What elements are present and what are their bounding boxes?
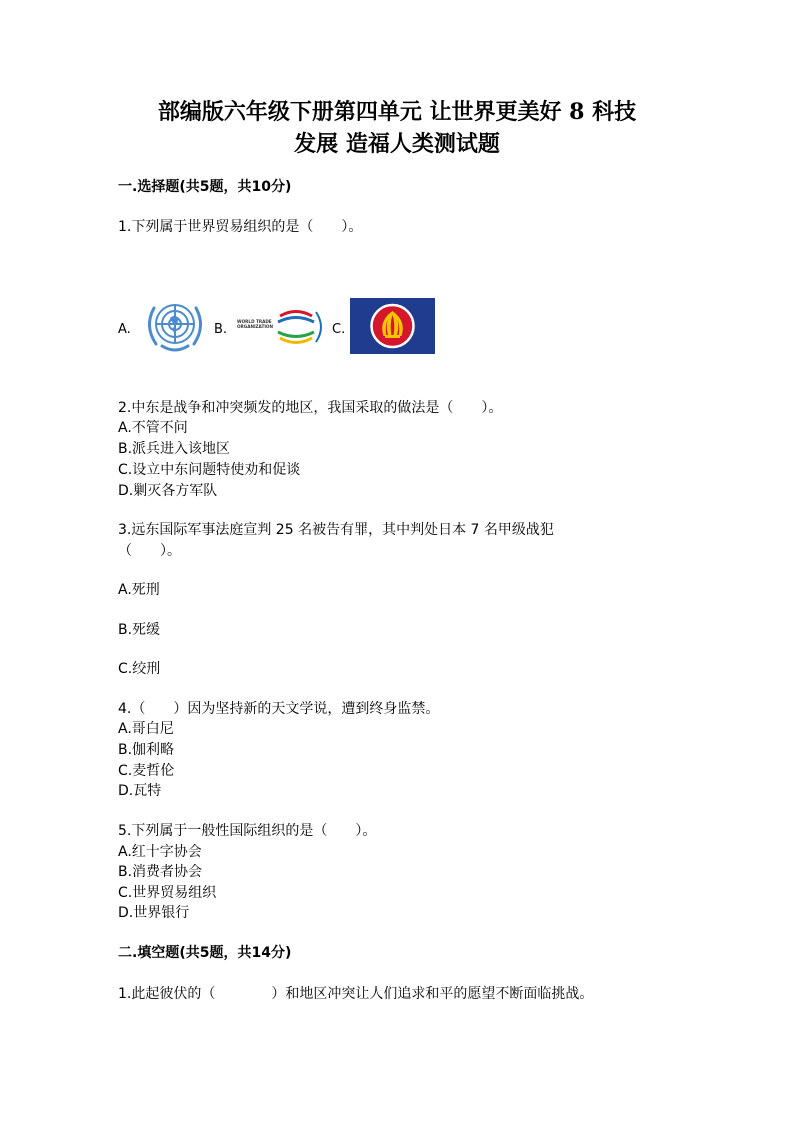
fill-question-1-stem: 1.此起彼伏的（ ）和地区冲突让人们追求和平的愿望不断面临挑战。 [118,986,594,1002]
q4-option-d: D.瓦特 [118,783,162,799]
q4-option-b: B.伽利略 [118,742,175,758]
q5-option-b: B.消费者协会 [118,864,203,880]
q4-option-c: C.麦哲伦 [118,763,175,779]
question-2-stem: 2.中东是战争和冲突频发的地区，我国采取的做法是（ ）。 [118,400,503,416]
q1-option-c-letter: C. [332,322,346,337]
question-1-stem: 1.下列属于世界贸易组织的是（ ）。 [118,219,363,235]
q5-option-d: D.世界银行 [118,905,190,921]
q2-option-a: A.不管不问 [118,420,188,436]
q3-option-b: B.死缓 [118,622,161,638]
question-3-stem-line-1: 3.远东国际军事法庭宣判 25 名被告有罪，其中判处日本 7 名甲级战犯 [118,522,554,538]
q2-option-c: C.设立中东问题特使劝和促谈 [118,462,301,478]
wto-logo-icon [236,302,330,356]
q5-option-a: A.红十字协会 [118,844,202,860]
q4-option-a: A.哥白尼 [118,721,174,737]
question-4-stem: 4.（ ）因为坚持新的天文学说，遭到终身监禁。 [118,701,440,717]
q3-option-a: A.死刑 [118,582,160,598]
section-heading-fill-in: 二.填空题(共5题，共14分) [118,945,292,961]
page-title-line-1: 部编版六年级下册第四单元 让世界更美好 8 科技 [157,99,637,125]
q3-option-c: C.绞刑 [118,661,161,677]
wto-logo-text-2: ORGANIZATION [237,324,273,329]
q2-option-d: D.剿灭各方军队 [118,483,218,499]
section-heading-choice: 一.选择题(共5题，共10分) [118,179,292,195]
question-3-stem-line-2: （ ）。 [118,543,181,559]
q2-option-b: B.派兵进入该地区 [118,441,231,457]
question-5-stem: 5.下列属于一般性国际组织的是（ ）。 [118,823,377,839]
asean-flag-icon [350,298,435,358]
wto-logo-text-1: WORLD TRADE [237,319,272,324]
page-title-line-2: 发展 造福人类测试题 [294,131,500,157]
un-emblem-icon [140,296,210,360]
q1-option-b-letter: B. [214,322,228,337]
q1-option-a-letter: A. [118,322,131,337]
q5-option-c: C.世界贸易组织 [118,885,217,901]
